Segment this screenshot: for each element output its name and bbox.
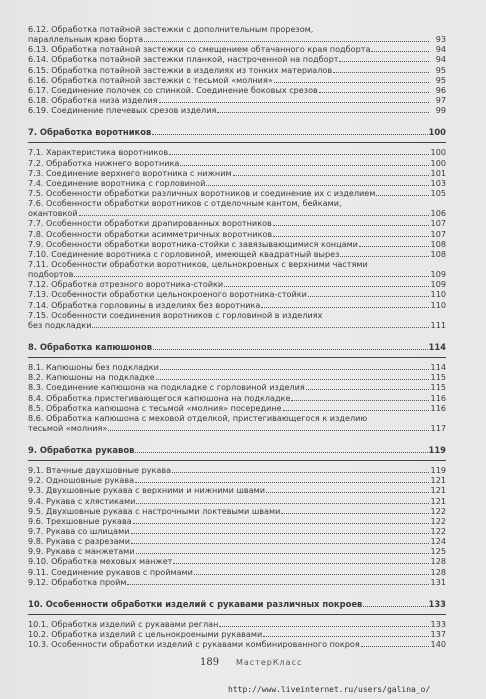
dot-leader (273, 236, 429, 237)
section-title: 10. Особенности обработки изделий с рукавами различных покроев (28, 598, 363, 609)
page-ref: 121 (430, 475, 446, 486)
toc-entry[interactable] (28, 44, 446, 54)
dot-leader (283, 410, 429, 411)
entry-title: 7.4. Соединение воротника с горловиной (28, 177, 206, 188)
toc-entry[interactable] (28, 516, 446, 526)
dot-leader (79, 215, 429, 216)
entry-title: 9.8. Рукава с разрезами (28, 536, 131, 547)
entry-title: 7.3. Соединение верхнего воротника с нижним (28, 167, 232, 178)
dot-leader (217, 112, 429, 113)
page-ref: 95 (435, 64, 446, 75)
page-ref: 119 (428, 445, 446, 456)
toc-entry[interactable] (28, 619, 446, 629)
dot-leader (371, 51, 429, 52)
entry-title: 7.1. Характеристика воротников (28, 147, 169, 158)
section-divider (28, 614, 446, 615)
section-title: 7. Обработка воротников (28, 127, 152, 138)
entry-title: 10.1. Обработка изделий с рукавами реглан (28, 619, 219, 630)
page-ref: 100 (428, 127, 446, 138)
dot-leader (131, 543, 429, 544)
toc-entry[interactable] (28, 229, 446, 239)
entry-title: 6.17. Соединение полочек со спинкой. Соединение боковых срезов (28, 84, 318, 95)
entry-title: 7.15. Особенности соединения воротников с горловиной в изделиях (28, 309, 323, 320)
toc-entry[interactable] (28, 85, 446, 95)
entry-title: 8.4. Обработка пристегивающегося капюшона на подкладке (28, 392, 291, 403)
dot-leader (131, 533, 430, 534)
entry-title: тесьмой «молния» (28, 422, 108, 433)
page-ref: 119 (430, 465, 446, 476)
toc-entry[interactable] (28, 382, 446, 392)
dot-leader (361, 646, 429, 647)
entry-title: 8.1. Капюшоны без подкладки (28, 362, 159, 373)
dot-leader (156, 379, 429, 380)
toc-entry[interactable] (28, 526, 446, 536)
entry-title: 6.14. Обработка потайной застежки планкой, настроченной на подборт (28, 54, 339, 65)
entry-title: 9.11. Соединение рукавов с проймами (28, 566, 193, 577)
entry-title: 9.7. Рукава со шлицами (28, 526, 130, 537)
toc-entry[interactable] (28, 54, 446, 64)
entry-title: 9.10. Обработка меховых манжет (28, 556, 173, 567)
section-gap (28, 330, 446, 342)
entry-title: 7.13. Особенности обработки цельнокроеного воротника-стойки (28, 289, 307, 300)
page-ref: 103 (430, 177, 446, 188)
toc-entry[interactable] (28, 506, 446, 516)
dot-leader (152, 134, 427, 135)
source-url[interactable]: http://www.liveinternet.ru/users/galina_o/ (228, 685, 431, 694)
entry-title: 9.3. Двухшовные рукава с верхними и нижними швами (28, 485, 265, 496)
page-ref: 140 (430, 639, 446, 650)
dot-leader (206, 185, 429, 186)
dot-leader (127, 584, 429, 585)
page-ref: 108 (430, 238, 446, 249)
toc-entry[interactable] (28, 496, 446, 506)
dot-leader (274, 82, 429, 83)
entry-title: 6.15. Обработка потайной застежки в изделиях из тонких материалов (28, 64, 333, 75)
entry-title: 7.5. Особенности обработки различных воротников и соединение их с изделием (28, 187, 376, 198)
entry-title: параллельным краю борта (28, 34, 144, 45)
section-heading[interactable] (28, 445, 446, 455)
toc-entry[interactable] (28, 239, 446, 249)
entry-title: 9.5. Двухшовные рукава с настрочными локтевыми швами (28, 505, 281, 516)
dot-leader (219, 626, 429, 627)
page-ref: 133 (430, 619, 446, 630)
toc-entry[interactable] (28, 178, 446, 188)
page-ref: 99 (435, 105, 446, 116)
dot-leader (159, 102, 429, 103)
page-ref: 96 (435, 84, 446, 95)
page-ref: 121 (430, 495, 446, 506)
page-ref: 133 (428, 598, 446, 609)
dot-leader (135, 482, 429, 483)
page-ref: 115 (430, 372, 446, 383)
page-ref: 109 (430, 269, 446, 280)
toc-entry[interactable] (28, 147, 446, 157)
dot-leader (339, 61, 429, 62)
dot-leader (135, 452, 427, 453)
dot-leader (169, 154, 429, 155)
page-ref: 115 (430, 382, 446, 393)
page-ref: 101 (430, 167, 446, 178)
page-ref: 111 (430, 319, 446, 330)
entry-title: 7.8. Особенности обработки асимметричных воротников (28, 228, 273, 239)
page-ref: 100 (430, 157, 446, 168)
toc-entry[interactable] (28, 289, 446, 299)
dot-leader (173, 563, 429, 564)
entry-title: 9.4. Рукава с хлястиками (28, 495, 136, 506)
page-ref: 109 (430, 279, 446, 290)
entry-title: 7.2. Обработка нижнего воротника (28, 157, 180, 168)
entry-title: 9.1. Втачные двухшовные рукава (28, 465, 172, 476)
dot-leader (273, 225, 429, 226)
page-ref: 121 (430, 485, 446, 496)
page-ref: 95 (435, 74, 446, 85)
page-ref: 106 (430, 208, 446, 219)
dot-leader (136, 503, 429, 504)
page-ref: 93 (435, 34, 446, 45)
toc-entry[interactable] (28, 188, 446, 198)
page-ref: 100 (430, 147, 446, 158)
dot-leader (363, 606, 427, 607)
section-divider (28, 142, 446, 143)
dot-leader (263, 636, 429, 637)
page-ref: 97 (435, 94, 446, 105)
entry-title: 7.14. Обработка горловины в изделиях без воротника (28, 299, 261, 310)
toc-entry[interactable] (28, 75, 446, 85)
toc-entry[interactable] (28, 639, 446, 649)
publisher-brand: МастерКласс (236, 658, 303, 667)
dot-leader (281, 513, 429, 514)
page-ref: 116 (430, 392, 446, 403)
toc-entry[interactable] (28, 65, 446, 75)
toc-entry[interactable] (28, 465, 446, 475)
section-heading[interactable] (28, 342, 446, 352)
page-ref: 124 (430, 536, 446, 547)
toc-entry[interactable] (28, 320, 446, 330)
dot-leader (266, 492, 429, 493)
page-number: 189 (200, 657, 220, 668)
toc-entry[interactable] (28, 24, 446, 34)
page-ref: 122 (430, 526, 446, 537)
section-heading[interactable] (28, 127, 446, 137)
dot-leader (180, 165, 429, 166)
toc-entry[interactable] (28, 423, 446, 433)
entry-title: окантовкой (28, 208, 78, 219)
toc-entry[interactable] (28, 259, 446, 269)
section-title: 9. Обработка рукавов (28, 445, 135, 456)
dot-leader (194, 574, 429, 575)
section-divider (28, 460, 446, 461)
entry-title: 6.13. Обработка потайной застежки со смещением обтачанного края подборта (28, 44, 371, 55)
entry-title: 9.12. Обработка пройм (28, 576, 127, 587)
toc-entry[interactable] (28, 34, 446, 44)
page-ref: 125 (430, 546, 446, 557)
entry-title: 10.3. Особенности обработки изделий с рукавами комбинированного покроя (28, 639, 360, 650)
dot-leader (333, 72, 429, 73)
dot-leader (340, 256, 429, 257)
toc-entry[interactable] (28, 362, 446, 372)
entry-title: 6.18. Обработка низа изделия (28, 94, 158, 105)
dot-leader (160, 369, 429, 370)
dot-leader (133, 523, 429, 524)
dot-leader (153, 349, 428, 350)
dot-leader (306, 389, 429, 390)
section-gap (28, 587, 446, 599)
table-of-contents (28, 24, 446, 649)
toc-entry[interactable] (28, 536, 446, 546)
page-ref: 114 (430, 362, 446, 373)
dot-leader (233, 175, 429, 176)
entry-title: 6.19. Соединение плечевых срезов изделия (28, 105, 217, 116)
dot-leader (308, 296, 429, 297)
entry-title: 7.6. Особенности обработки воротников с отделочным кантом, бейками, (28, 198, 342, 209)
page-ref: 131 (430, 576, 446, 587)
dot-leader (291, 400, 429, 401)
toc-entry[interactable] (28, 393, 446, 403)
page-ref: 114 (428, 341, 446, 352)
entry-title: 8.3. Соединение капюшона на подкладке с горловиной изделия (28, 382, 305, 393)
dot-leader (136, 553, 429, 554)
toc-entry[interactable] (28, 218, 446, 228)
dot-leader (172, 472, 429, 473)
entry-title: 6.12. Обработка потайной застежки с дополнительным прорезом, (28, 24, 314, 34)
toc-entry[interactable] (28, 208, 446, 218)
entry-title: 10.2. Обработка изделий с цельнокроеными рукавами (28, 629, 263, 640)
section-title: 8. Обработка капюшонов (28, 341, 152, 352)
section-divider (28, 357, 446, 358)
entry-title: 8.2. Капюшоны на подкладке (28, 372, 155, 383)
dot-leader (376, 195, 429, 196)
dot-leader (224, 286, 429, 287)
toc-entry[interactable] (28, 629, 446, 639)
toc-entry[interactable] (28, 95, 446, 105)
section-heading[interactable] (28, 599, 446, 609)
toc-entry[interactable] (28, 485, 446, 495)
entry-title: 7.10. Соединение воротника с горловиной, имеющей квадратный вырез (28, 248, 340, 259)
toc-entry[interactable] (28, 105, 446, 115)
section-gap (28, 433, 446, 445)
toc-entry[interactable] (28, 475, 446, 485)
dot-leader (74, 276, 429, 277)
page-ref: 110 (430, 299, 446, 310)
entry-title: 8.6. Обработка капюшона с меховой отделкой, пристегивающегося к изделию (28, 412, 368, 423)
dot-leader (261, 307, 429, 308)
entry-title: 7.7. Особенности обработки драпированных воротников (28, 218, 272, 229)
entry-title: 7.11. Особенности обработки воротников, цельнокроеных с верхними частями (28, 258, 368, 269)
toc-entry[interactable] (28, 556, 446, 566)
entry-title: 7.12. Обработка отрезного воротника-стойки (28, 279, 224, 290)
dot-leader (92, 327, 429, 328)
toc-entry[interactable] (28, 577, 446, 587)
page-ref: 94 (435, 54, 446, 65)
toc-entry[interactable] (28, 158, 446, 168)
page-ref: 128 (430, 566, 446, 577)
entry-title: 6.16. Обработка потайной застежки с тесьмой «молния» (28, 74, 273, 85)
toc-entry[interactable] (28, 269, 446, 279)
dot-leader (319, 92, 429, 93)
toc-entry[interactable] (28, 249, 446, 259)
page-ref: 94 (435, 44, 446, 55)
toc-entry[interactable] (28, 372, 446, 382)
toc-entry[interactable] (28, 567, 446, 577)
toc-entry[interactable] (28, 300, 446, 310)
toc-entry[interactable] (28, 310, 446, 320)
page-ref: 122 (430, 505, 446, 516)
toc-entry[interactable] (28, 279, 446, 289)
entry-title: 9.2. Одношовные рукава (28, 475, 135, 486)
page-ref: 116 (430, 402, 446, 413)
entry-title: подбортов (28, 269, 74, 280)
page-ref: 108 (430, 248, 446, 259)
toc-entry[interactable] (28, 546, 446, 556)
section-gap (28, 115, 446, 127)
dot-leader (108, 430, 429, 431)
page-ref: 110 (430, 289, 446, 300)
entry-title: 8.5. Обработка капюшона с тесьмой «молния» посередине (28, 402, 282, 413)
entry-title: 9.6. Трехшовные рукава (28, 515, 132, 526)
toc-entry[interactable] (28, 413, 446, 423)
page-ref: 128 (430, 556, 446, 567)
entry-title: 7.9. Особенности обработки воротника-стойки с завязывающимися концами (28, 238, 358, 249)
dot-leader (359, 246, 429, 247)
page-ref: 117 (430, 422, 446, 433)
page-ref: 122 (430, 515, 446, 526)
entry-title: без подкладки (28, 319, 92, 330)
toc-entry[interactable] (28, 198, 446, 208)
page-ref: 137 (430, 629, 446, 640)
page-ref: 107 (430, 218, 446, 229)
entry-title: 9.9. Рукава с манжетами (28, 546, 135, 557)
toc-entry[interactable] (28, 403, 446, 413)
dot-leader (144, 41, 429, 42)
page-ref: 105 (430, 187, 446, 198)
toc-entry[interactable] (28, 168, 446, 178)
page-ref: 107 (430, 228, 446, 239)
